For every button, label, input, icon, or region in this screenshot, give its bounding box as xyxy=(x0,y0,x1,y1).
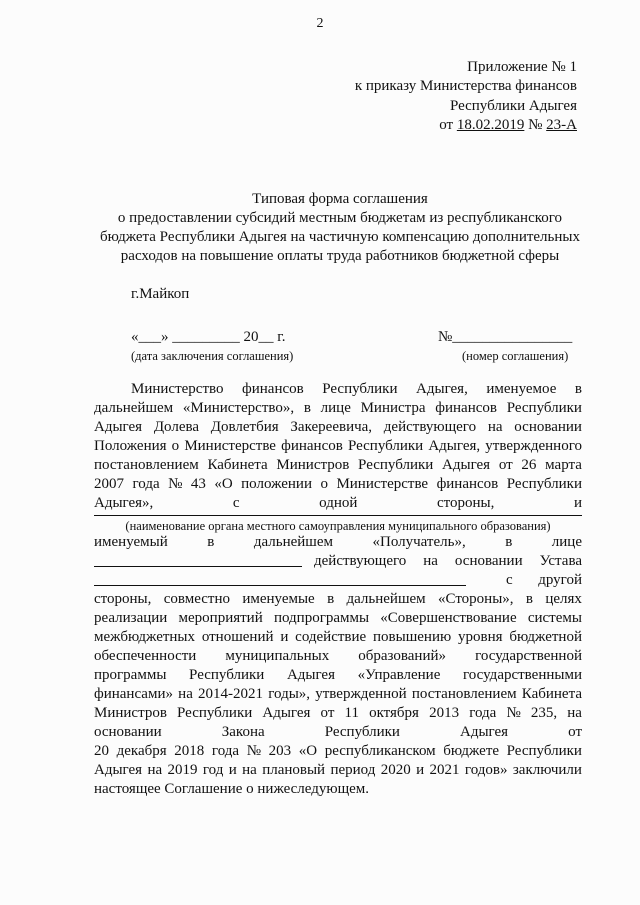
body-line-11-tail xyxy=(506,571,582,590)
word: и xyxy=(416,762,425,778)
word: и xyxy=(228,762,237,778)
appendix-line-1: Приложение № 1 xyxy=(467,59,577,75)
word: года xyxy=(469,705,497,721)
word: «Совершенствование xyxy=(380,610,517,626)
word: реализации xyxy=(94,610,168,626)
word: межбюджетных xyxy=(94,629,196,645)
word: Республики xyxy=(189,667,265,683)
word: и xyxy=(573,495,582,511)
word: Министров xyxy=(94,705,167,721)
word: и xyxy=(280,629,289,645)
word: 203 xyxy=(268,743,292,759)
word: 2013 xyxy=(429,705,460,721)
word: именуемый xyxy=(94,534,168,550)
appendix-order-line xyxy=(355,116,577,135)
title-line-2: о предоставлении субсидий местным бюджетам из республиканского xyxy=(117,210,563,226)
word: основании xyxy=(454,553,523,569)
word: Республики xyxy=(506,400,582,416)
body-line-21 xyxy=(94,761,582,780)
word: марта xyxy=(545,457,582,473)
word: период xyxy=(330,762,376,778)
word: бюджете xyxy=(443,743,500,759)
word: дальнейшем xyxy=(346,591,426,607)
word: декабря xyxy=(116,743,167,759)
word: мероприятий xyxy=(178,610,263,626)
word: на xyxy=(423,553,438,569)
word: Закереевича, xyxy=(290,419,373,435)
word: № xyxy=(246,743,261,759)
appendix-line-2: к приказу Министерства финансов xyxy=(354,78,577,95)
word: № xyxy=(168,476,183,492)
word: от xyxy=(320,705,335,721)
word: «Стороны», xyxy=(438,591,514,607)
body-line-1 xyxy=(131,380,582,399)
word: муниципальных xyxy=(225,648,330,664)
body-line-19 xyxy=(94,723,582,742)
body-line-2 xyxy=(94,399,582,418)
word: утвержденной xyxy=(315,686,407,702)
word: Адыгея», xyxy=(94,495,154,511)
word: Адыгея, xyxy=(428,438,481,454)
word: 43 xyxy=(190,476,206,492)
word: именуемое xyxy=(486,381,557,397)
appendix-line-3: Республики Адыгея xyxy=(449,97,577,114)
word: годы», xyxy=(268,686,311,702)
word: 2007 xyxy=(94,476,124,492)
word: на xyxy=(487,419,503,435)
word: бюджетной xyxy=(509,629,582,645)
word: года xyxy=(211,743,240,759)
word: Адыгея, xyxy=(416,381,468,397)
page-number: 2 xyxy=(316,16,324,31)
word: Министра xyxy=(360,400,426,416)
word: финансов xyxy=(436,476,499,492)
word: Министров xyxy=(276,457,350,473)
body-line-12 xyxy=(94,590,582,609)
word: Республики xyxy=(506,743,582,759)
word: года xyxy=(132,476,160,492)
word: год xyxy=(202,762,224,778)
word: основании xyxy=(514,419,582,435)
word: плановый xyxy=(262,762,326,778)
word: 235, xyxy=(530,705,558,721)
word: 26 xyxy=(521,457,537,473)
word: именуемые xyxy=(242,591,315,607)
number-fill-line: №________________ xyxy=(438,329,573,345)
word: постановлением xyxy=(94,457,199,473)
word: повышению xyxy=(373,629,452,645)
word: одной xyxy=(319,495,358,511)
word: в xyxy=(327,591,335,607)
word: Закона xyxy=(221,724,265,740)
word: годов» xyxy=(464,762,508,778)
body-line-10-tail xyxy=(314,552,582,571)
word: Республики xyxy=(324,724,400,740)
word: отношений xyxy=(201,629,274,645)
body-line-16 xyxy=(94,666,582,685)
word: подпрограммы xyxy=(273,610,370,626)
body-line-3 xyxy=(94,418,582,437)
body-line-15 xyxy=(94,647,582,666)
title-line-1: Типовая форма соглашения xyxy=(252,191,428,207)
word: в xyxy=(303,400,311,416)
body-line-11 xyxy=(94,571,582,590)
body-line-10 xyxy=(94,552,582,571)
appendix-ot: от xyxy=(439,116,454,133)
word: действующего xyxy=(314,553,407,569)
word: 2019 xyxy=(167,762,198,778)
word: утвержденного xyxy=(485,438,582,454)
date-caption: (дата заключения соглашения) xyxy=(131,349,294,363)
word: лице xyxy=(320,400,351,416)
word: Республики xyxy=(358,457,434,473)
word: стороны, xyxy=(436,495,495,511)
word: 2021 xyxy=(429,762,460,778)
word: Адыгея xyxy=(460,724,509,740)
word: Адыгея xyxy=(262,705,311,721)
word: уровня xyxy=(458,629,503,645)
word: Республики xyxy=(322,381,398,397)
body-line-17 xyxy=(94,685,582,704)
date-fill-line: «___» _________ 20__ г. xyxy=(131,329,286,345)
word: в xyxy=(525,591,533,607)
word: № xyxy=(506,705,521,721)
word: «Министерство», xyxy=(182,400,295,416)
word: финансов xyxy=(281,438,343,454)
word: Положения xyxy=(94,438,167,454)
word: 2018 xyxy=(174,743,205,759)
word: обеспеченности xyxy=(94,648,197,664)
word: «Управление xyxy=(357,667,441,683)
word: государственной xyxy=(475,648,582,664)
word: на xyxy=(147,762,163,778)
word: Адыгея xyxy=(94,419,143,435)
word: финансов xyxy=(435,400,497,416)
word: Долева xyxy=(153,419,200,435)
word: республиканском xyxy=(324,743,436,759)
document-title xyxy=(95,190,585,266)
word: на xyxy=(567,705,582,721)
word: Кабинета xyxy=(521,686,582,702)
word: Довлетбия xyxy=(210,419,279,435)
org-caption: (наименование органа местного самоуправления муниципального образования) xyxy=(125,519,551,533)
appendix-date: 18.02.2019 xyxy=(456,116,525,133)
word: о xyxy=(320,476,328,492)
word: от xyxy=(498,457,513,473)
word: Адыгея xyxy=(286,667,335,683)
word: положении xyxy=(241,476,312,492)
word: октября xyxy=(369,705,419,721)
word: 20 xyxy=(94,743,109,759)
word: Министерстве xyxy=(336,476,429,492)
body-line-20 xyxy=(94,742,582,761)
word: Адыгея xyxy=(94,762,143,778)
word: постановлением xyxy=(411,686,517,702)
word: «О xyxy=(298,743,318,759)
word: в xyxy=(574,381,582,397)
title-line-4: расходов на повышение оплаты труда работников бюджетной сферы xyxy=(120,248,560,264)
body-line-14 xyxy=(94,628,582,647)
word: Республики xyxy=(177,705,253,721)
title-line-3: бюджета Республики Адыгея на частичную компенсацию дополнительных xyxy=(100,229,580,245)
org-name-underline xyxy=(94,515,582,516)
word: «Получатель», xyxy=(372,534,466,550)
body-line-4 xyxy=(94,437,582,456)
body-line-9 xyxy=(94,533,582,552)
word: от xyxy=(568,724,582,740)
number-caption: (номер соглашения) xyxy=(462,349,569,363)
city: г.Майкоп xyxy=(131,286,190,302)
word: системы xyxy=(527,610,582,626)
word: другой xyxy=(538,572,582,588)
body-line-22: настоящее Соглашение о нижеследующем. xyxy=(94,781,370,797)
word: образований» xyxy=(358,648,447,664)
appendix-number: 23-А xyxy=(546,116,577,133)
word: 2020 xyxy=(380,762,411,778)
word: государственными xyxy=(463,667,582,683)
representative-underline xyxy=(94,566,302,567)
word: целях xyxy=(545,591,582,607)
body-line-18 xyxy=(94,704,582,723)
word: в xyxy=(505,534,513,550)
word: заключили xyxy=(512,762,582,778)
body-line-6 xyxy=(94,475,582,494)
word: Министерстве xyxy=(184,438,276,454)
word: стороны, xyxy=(94,591,152,607)
body-line-5 xyxy=(94,456,582,475)
word: в xyxy=(207,534,215,550)
word: лице xyxy=(551,534,582,550)
word: на xyxy=(178,686,193,702)
word: совместно xyxy=(163,591,230,607)
word: с xyxy=(232,495,240,511)
appendix-num-sign: № xyxy=(528,116,543,133)
body-line-13 xyxy=(94,609,582,628)
word: о xyxy=(171,438,180,454)
word: основании xyxy=(94,724,162,740)
appendix-block xyxy=(355,58,577,135)
word: программы xyxy=(94,667,167,683)
word: 11 xyxy=(344,705,359,721)
word: дальнейшем xyxy=(253,534,333,550)
word: на xyxy=(242,762,257,778)
word: содействие xyxy=(295,629,367,645)
word: действующего xyxy=(383,419,477,435)
word: Республики xyxy=(347,438,424,454)
word: дальнейшем xyxy=(94,400,174,416)
word: финансов xyxy=(242,381,304,397)
word: 2014-2021 xyxy=(198,686,264,702)
word: финансами» xyxy=(94,686,173,702)
charter-underline xyxy=(94,585,466,586)
word: с xyxy=(506,572,513,588)
word: Республики xyxy=(506,476,582,492)
word: Устава xyxy=(539,553,582,569)
word: «О xyxy=(214,476,233,492)
word: Кабинета xyxy=(207,457,268,473)
word: Министерство xyxy=(131,381,224,397)
word: Адыгея xyxy=(442,457,491,473)
